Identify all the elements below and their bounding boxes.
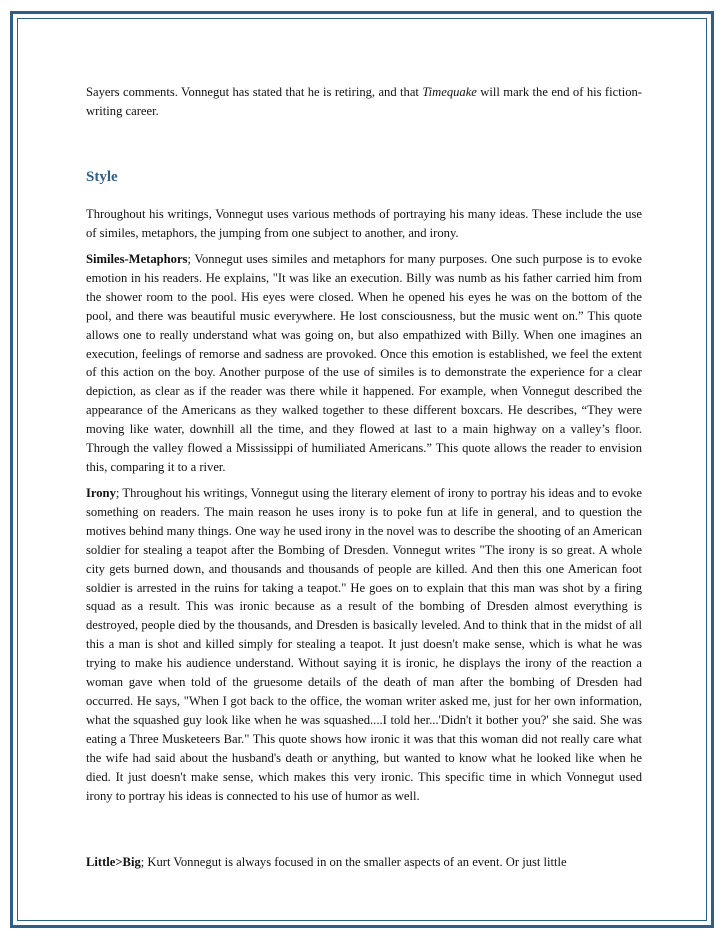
similes-paragraph bbox=[86, 250, 642, 477]
similes-term: Similes-Metaphors bbox=[86, 252, 188, 266]
little-big-paragraph bbox=[86, 853, 642, 872]
little-big-term: Little>Big bbox=[86, 855, 141, 869]
similes-text: ; Vonnegut uses similes and metaphors for many purposes. One such purpose is to evoke emotion in his readers. He explains, "It was like an execution. Billy was numb as his father carried him from the shower room to the pool. His eyes were closed. When he opened his eyes he was on the bottom of the pool, and there was beautiful music everywhere. He lost consciousness, but the music went on.” This quote allows one to really understand what was going on, but also empathized with Billy. When one imagines an execution, feelings of remorse and sadness are provoked. Once this emotion is established, we feel the extent of this action on the boy. Another purpose of the use of similes is to demonstrate the experience for a clear depiction, as clear as if the reader was there while it happened. For example, when Vonnegut described the appearance of the Americans as they walked together to these different boxcars. He describes, “They were moving like water, downhill all the time, and they flowed at last to a main highway on a valley’s floor. Through the valley flowed a Mississippi of humiliated Americans.” This quote allows the reader to envision this, comparing it to a river. bbox=[86, 252, 642, 474]
style-intro-paragraph bbox=[86, 205, 642, 243]
little-big-text: ; Kurt Vonnegut is always focused in on the smaller aspects of an event. Or just little bbox=[140, 855, 567, 869]
style-intro-text: Throughout his writings, Vonnegut uses various methods of portraying his many ideas. These include the use of similes, metaphors, the jumping from one subject to another, and irony. bbox=[86, 207, 642, 240]
style-heading: Style bbox=[86, 169, 118, 185]
intro-book-title: Timequake bbox=[422, 85, 477, 99]
irony-paragraph bbox=[86, 484, 642, 805]
irony-term: Irony bbox=[86, 486, 116, 500]
irony-text: ; Throughout his writings, Vonnegut using the literary element of irony to portray his ideas and to evoke something on readers. The main reason he uses irony is to poke fun at life in general, and to question the motives behind many things. One way he used irony in the novel was to describe the shooting of an American soldier for stealing a teapot after the Bombing of Dresden. Vonnegut writes "The irony is so great. A whole city gets burned down, and thousands and thousands of people are killed. And then this one American foot soldier is arrested in the ruins for taking a teapot." He goes on to explain that this man was shot by a firing squad as a result. This was ironic because as a result of the bombing of Dresden almost everything is destroyed, people died by the thousands, and Dresden is basically leveled. And to think that in the midst of all this a man is shot and killed simply for stealing a teapot. It just doesn't make sense, which is what he was trying to make his audience understand. Without saying it is ironic, he displays the irony of the reaction a woman gave when told of the gruesome details of the death of man after the bombing of Dresden had occurred. He says, "When I got back to the office, the woman writer asked me, just for her own information, what the squashed guy look like when he was squashed....I told her...'Didn't it bother you?' she said. She was eating a Three Musketeers Bar." This quote shows how ironic it was that this woman did not really care what the wife had said about the husband's death or anything, but wanted to know what he looked like when he died. It just doesn't make sense, which makes this very ironic. This specific time in which Vonnegut used irony to portray his ideas is connected to his use of humor as well. bbox=[86, 486, 642, 803]
intro-text-after: will mark the end of his fiction-writing career. bbox=[86, 85, 642, 118]
intro-text-before: Sayers comments. Vonnegut has stated that he is retiring, and that bbox=[86, 85, 423, 99]
intro-paragraph bbox=[86, 83, 642, 121]
